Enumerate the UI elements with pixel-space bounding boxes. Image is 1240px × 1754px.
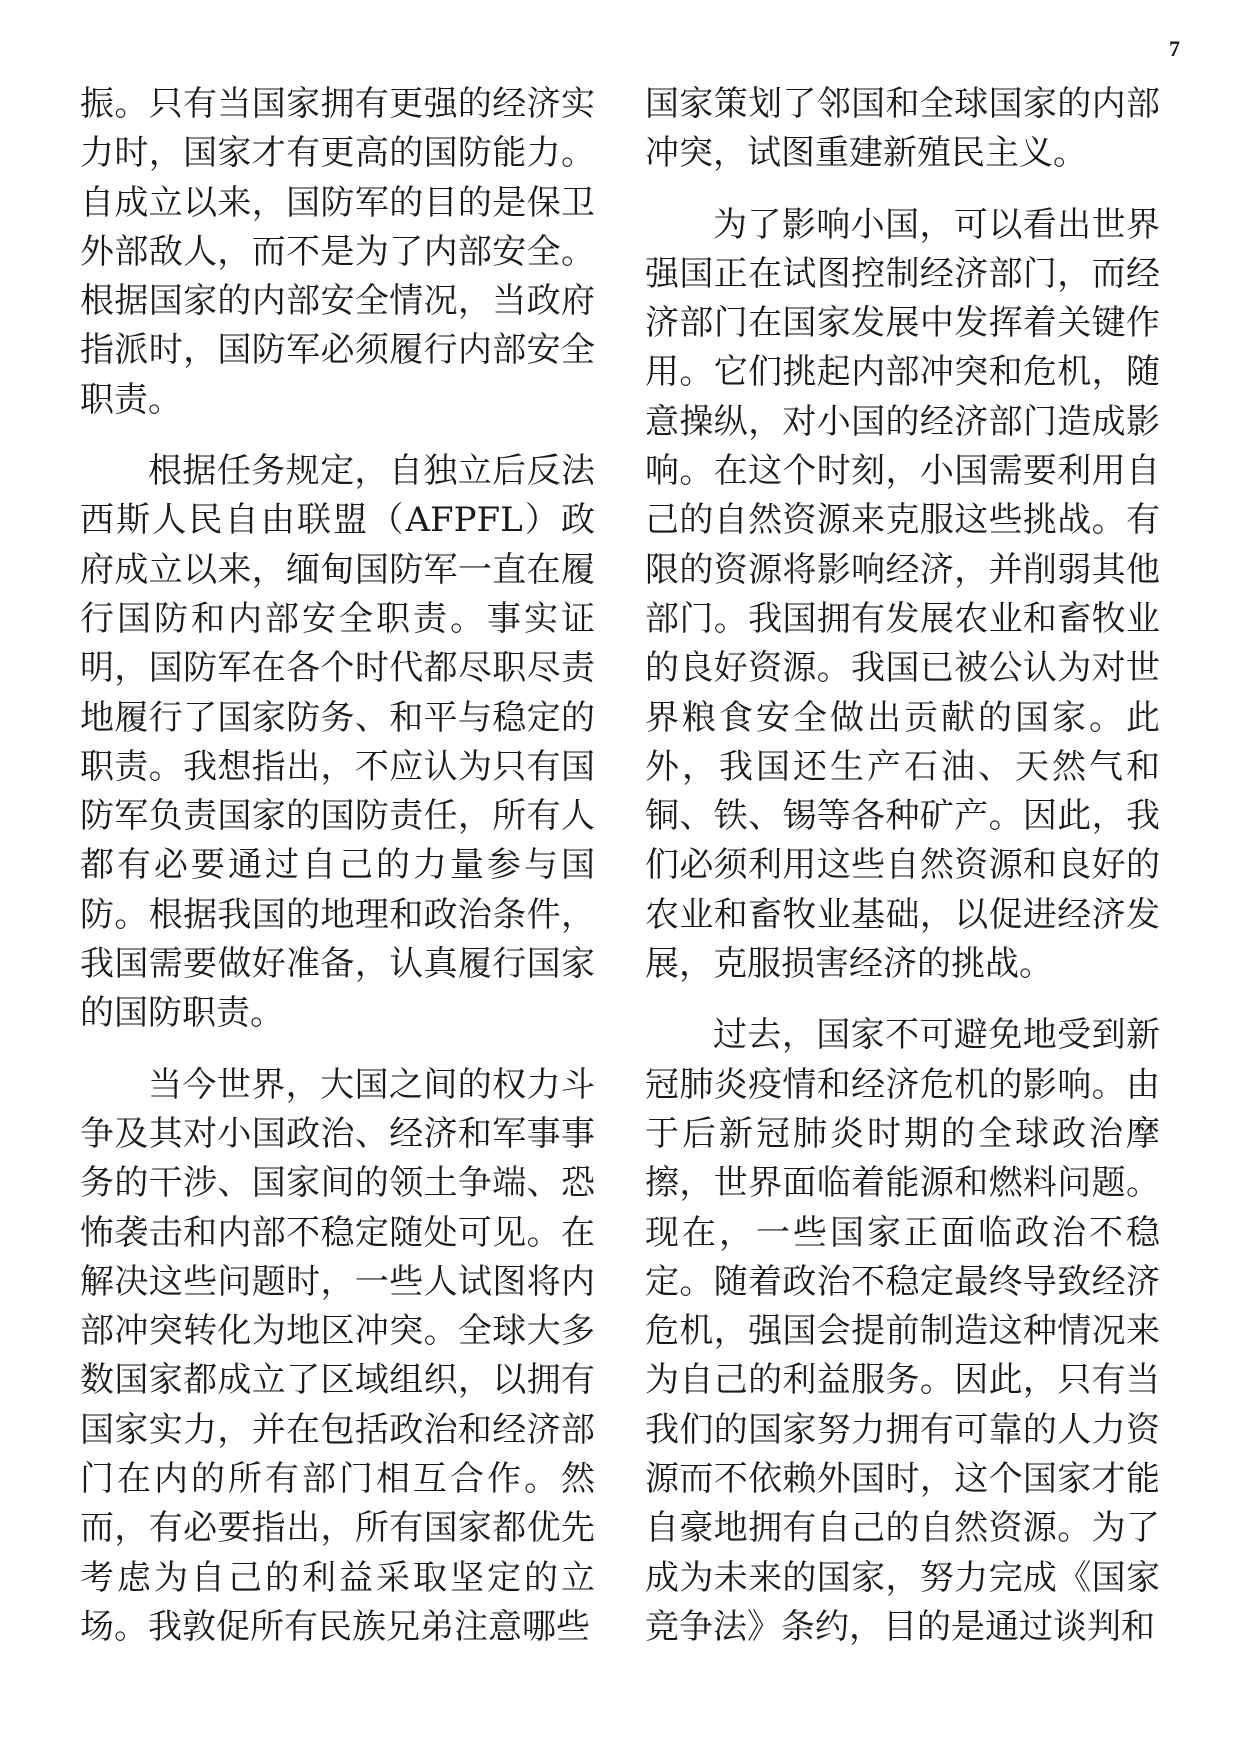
paragraph-neocolonialism: 国家策划了邻国和全球国家的内部冲突，试图重建新殖民主义。 — [645, 84, 1160, 174]
page-number: 7 — [1169, 36, 1180, 61]
paragraph-world-powers: 当今世界，大国之间的权力斗争及其对小国政治、经济和军事事务的干涉、国家间的领土争端、恐怖袭击和内部不稳定随处可见。在解决这些问题时，一些人试图将内部冲突转化为地区冲突。全球大多数国家都成立了区域组织，以拥有国家实力，并在包括政治和经济部门在内的所有部门相互合作。然而，有必要指出，所有国家都优先考虑为自己的利益采取坚定的立场。我敦促所有民族兄弟注意哪些 — [80, 1064, 595, 1647]
paragraph-covid-crisis: 过去，国家不可避免地受到新冠肺炎疫情和经济危机的影响。由于后新冠肺炎时期的全球政治摩擦，世界面临着能源和燃料问题。现在，一些国家正面临政治不稳定。随着政治不稳定最终导致经济危机，强国会提前制造这种情况来为自己的利益服务。因此，只有当我们的国家努力拥有可靠的人力资源而不依赖外国时，这个国家才能自豪地拥有自己的自然资源。为了成为未来的国家，努力完成《国家竞争法》条约，目的是通过谈判和 — [645, 1015, 1160, 1647]
paragraph-defense-duties: 根据任务规定，自独立后反法西斯人民自由联盟（AFPFL）政府成立以来，缅甸国防军一直在履行国防和内部安全职责。事实证明，国防军在各个时代都尽职尽责地履行了国家防务、和平与稳定的职责。我想指出，不应认为只有国防军负责国家的国防责任，所有人都有必要通过自己的力量参与国防。根据我国的地理和政治条件，我国需要做好准备，认真履行国家的国防职责。 — [80, 451, 595, 1034]
right-column — [645, 80, 1160, 1652]
left-column — [80, 80, 595, 1652]
paragraph-continued: 振。只有当国家拥有更强的经济实力时，国家才有更高的国防能力。自成立以来，国防军的目的是保卫外部敌人，而不是为了内部安全。根据国家的内部安全情况，当政府指派时，国防军必须履行内部安全职责。 — [80, 84, 595, 420]
paragraph-economy-resources: 为了影响小国，可以看出世界强国正在试图控制经济部门，而经济部门在国家发展中发挥着关键作用。它们挑起内部冲突和危机，随意操纵，对小国的经济部门造成影响。在这个时刻，小国需要利用自己的自然资源来克服这些挑战。有限的资源将影响经济，并削弱其他部门。我国拥有发展农业和畜牧业的良好资源。我国已被公认为对世界粮食安全做出贡献的国家。此外，我国还生产石油、天然气和铜、铁、锡等各种矿产。因此，我们必须利用这些自然资源和良好的农业和畜牧业基础，以促进经济发展，克服损害经济的挑战。 — [645, 204, 1160, 985]
